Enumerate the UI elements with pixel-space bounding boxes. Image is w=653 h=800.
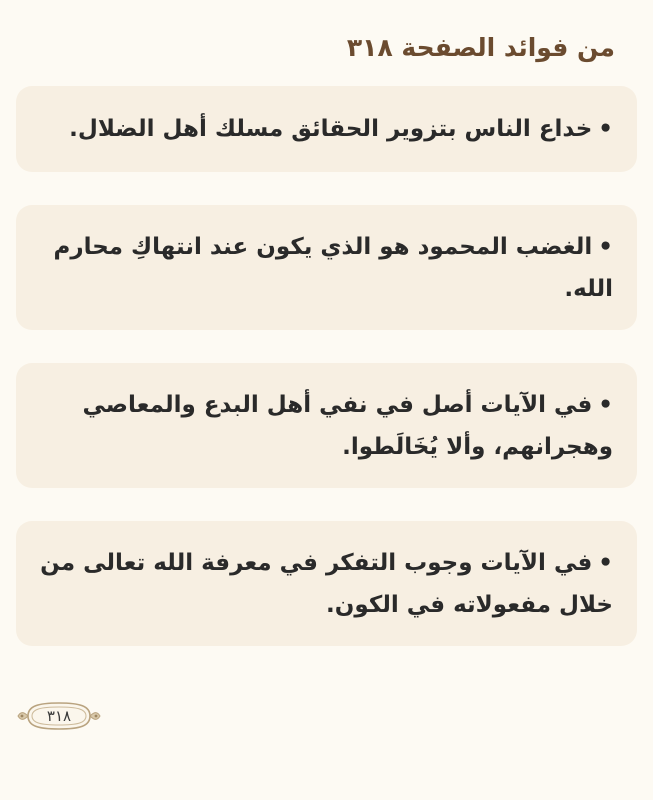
bullet-icon: • [598,233,613,260]
bullet-icon: • [598,391,613,418]
bullet-icon: • [598,116,613,142]
benefit-card-3 [16,363,637,488]
bullet-icon: • [598,549,613,576]
benefit-text: في الآيات أصل في نفي أهل البدع والمعاصي وهجرانهم، وألا يُخَالَطوا. [82,391,613,460]
benefit-text: خداع الناس بتزوير الحقائق مسلك أهل الضلال. [69,116,593,142]
benefit-card-4 [16,521,637,646]
page-title: من فوائد الصفحة ٣١٨ [346,33,615,62]
page-number: ٣١٨ [46,707,72,725]
benefit-card-1 [16,86,637,172]
benefit-text: الغضب المحمود هو الذي يكون عند انتهاكِ محارم الله. [53,233,613,302]
benefit-card-2 [16,205,637,330]
benefit-text: في الآيات وجوب التفكر في معرفة الله تعالى من خلال مفعولاته في الكون. [40,549,613,618]
page-number-badge [16,698,102,734]
